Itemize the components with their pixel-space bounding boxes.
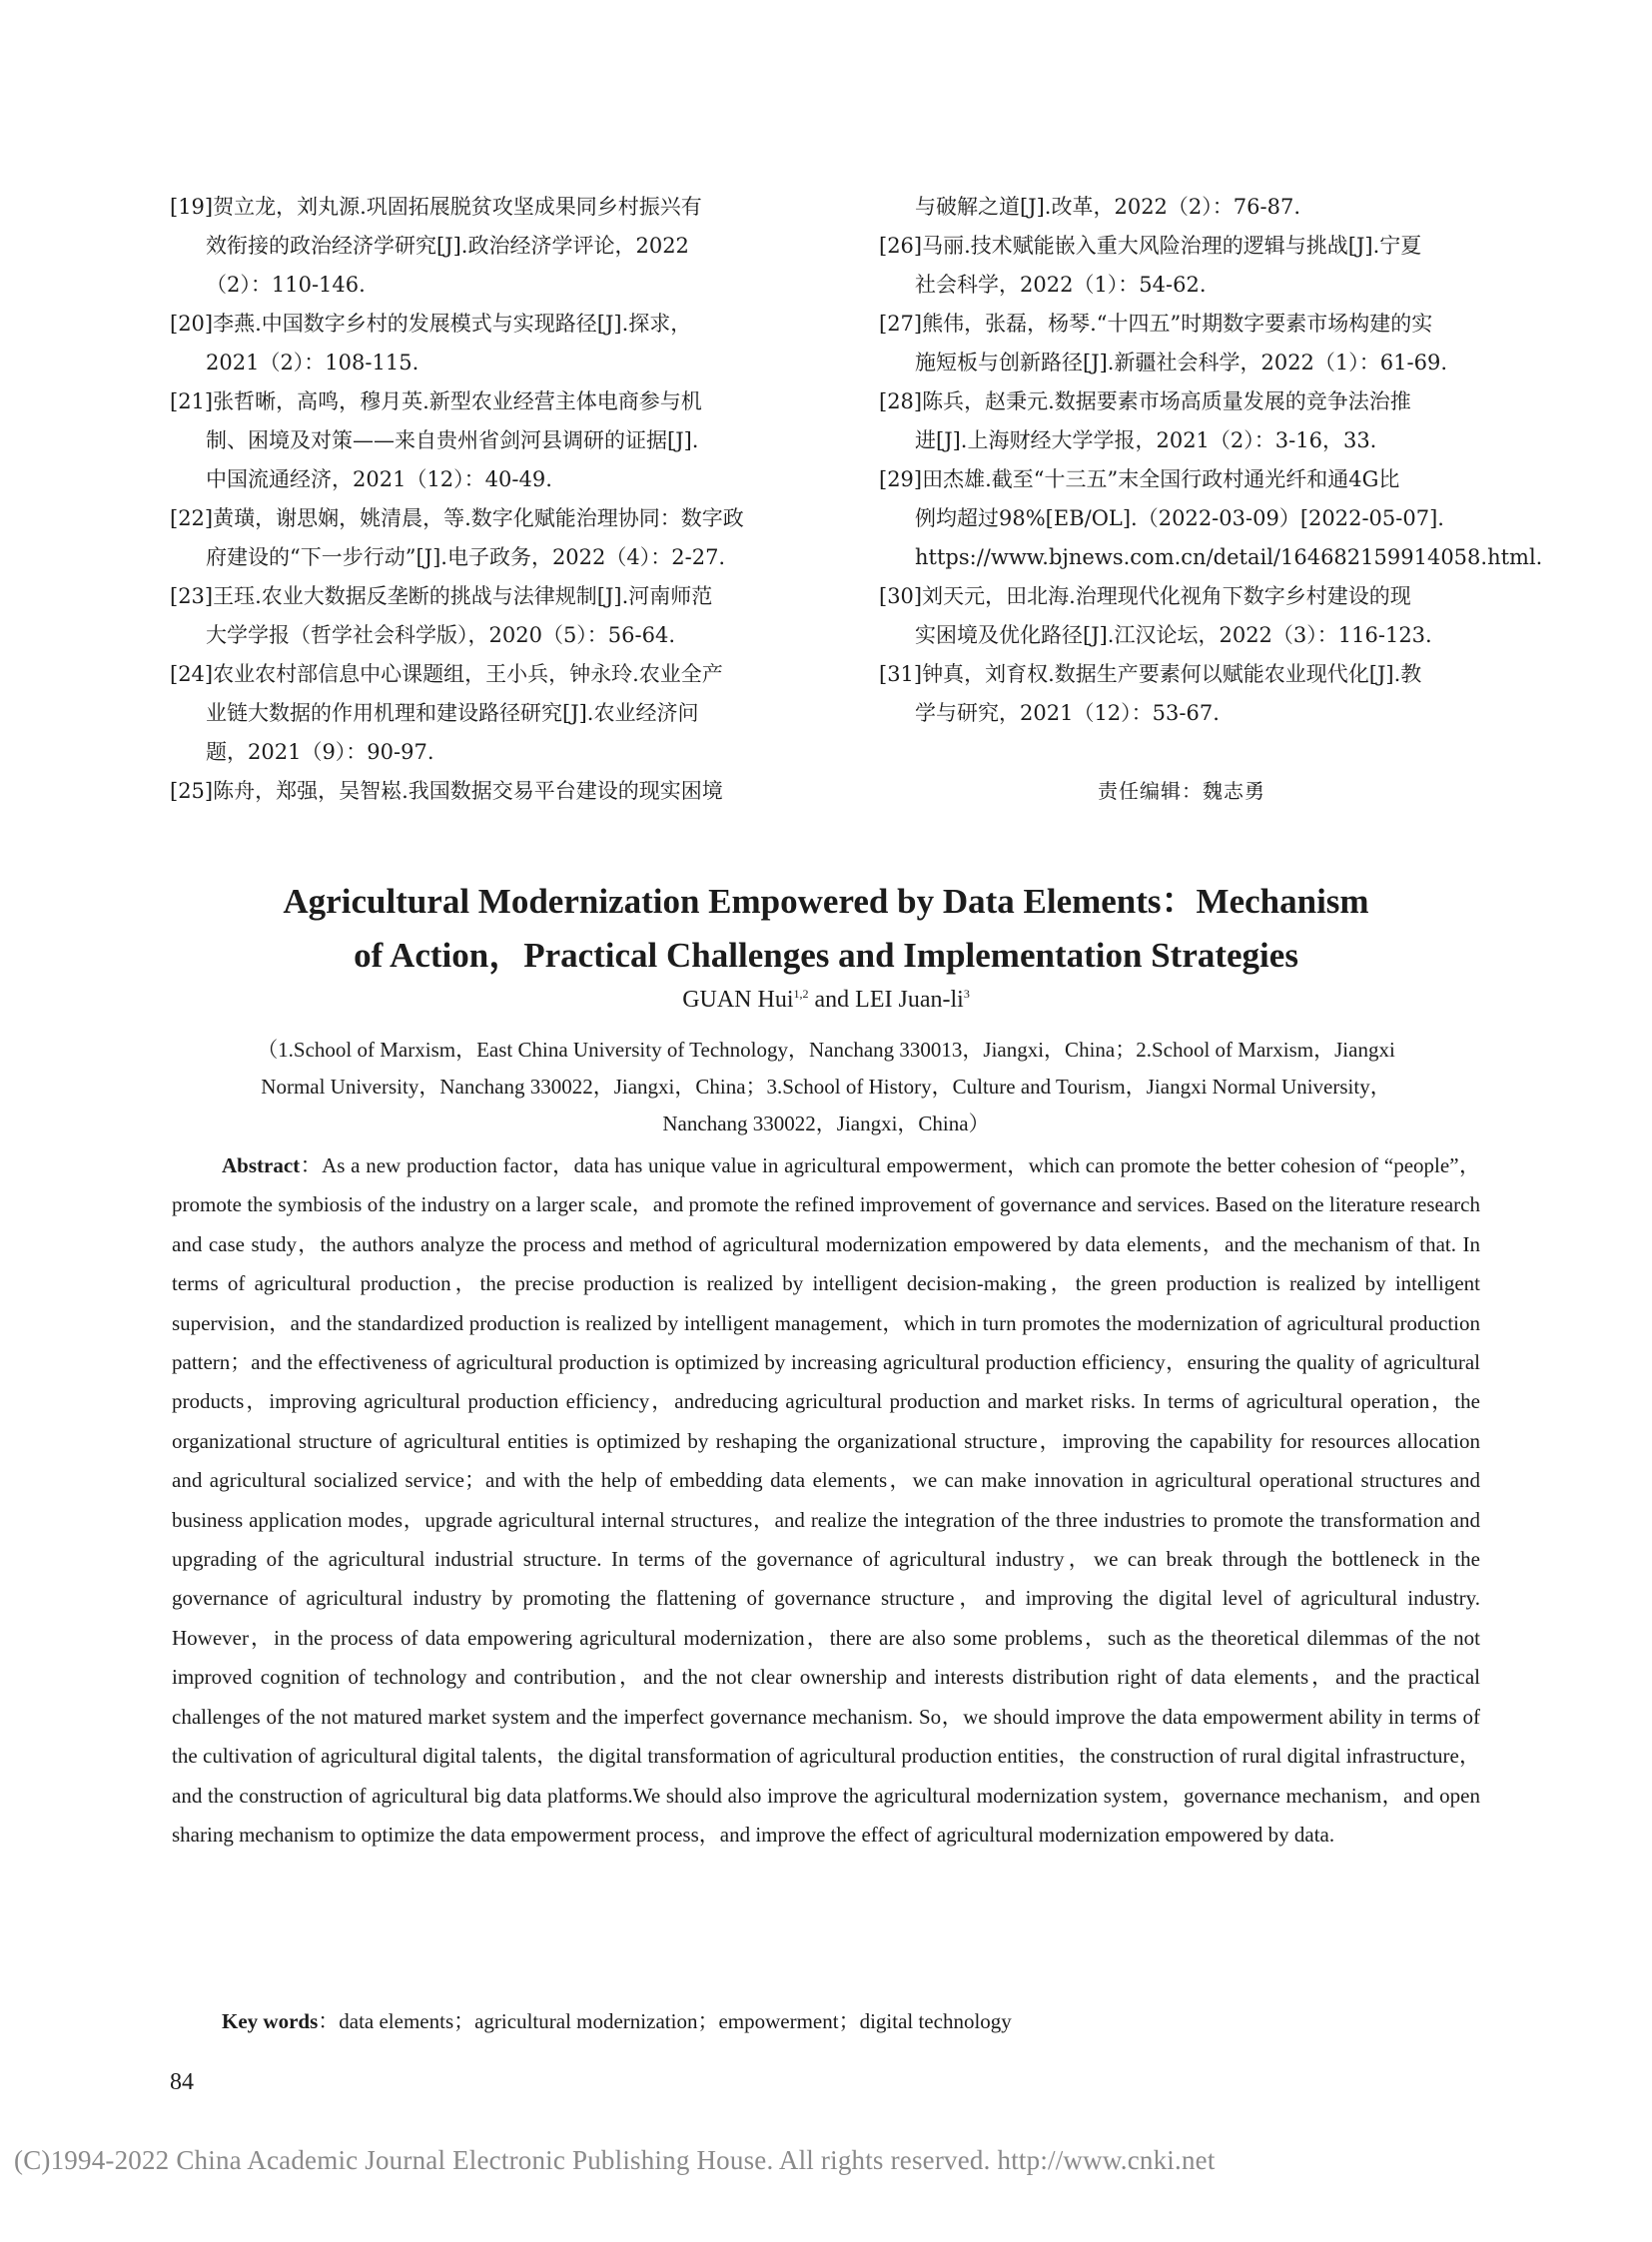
reference-line: （2）：110-146. xyxy=(206,273,366,297)
reference-entry: [20]李燕.中国数字乡村的发展模式与实现路径[J].探求， xyxy=(170,312,692,336)
reference-line: 进[J].上海财经大学学报，2021（2）：3-16，33. xyxy=(915,428,1377,452)
author-1: GUAN Hui xyxy=(682,987,794,1013)
reference-entry: [28]陈兵，赵秉元.数据要素市场高质量发展的竞争法治推 xyxy=(879,389,1411,413)
author-2: LEI Juan-li xyxy=(855,987,964,1013)
abstract xyxy=(172,1146,1480,1855)
responsible-editor: 责任编辑：魏志勇 xyxy=(1098,779,1265,803)
keywords-label: Key words xyxy=(222,2009,319,2033)
title-line-2: of Action，Practical Challenges and Implementation Strategies xyxy=(354,936,1298,975)
reference-entry: [21]张哲晰，高鸣，穆月英.新型农业经营主体电商参与机 xyxy=(170,389,702,413)
copyright-footer: (C)1994-2022 China Academic Journal Electronic Publishing House. All rights reserved. http://www.cnki.net xyxy=(14,2145,1216,2175)
english-title xyxy=(120,875,1532,983)
page-number: 84 xyxy=(170,2069,194,2095)
reference-line: 2021（2）：108-115. xyxy=(206,351,419,374)
reference-entry: [27]熊伟，张磊，杨琴.“十四五”时期数字要素市场构建的实 xyxy=(879,312,1433,336)
reference-entry: [31]钟真，刘育权.数据生产要素何以赋能农业现代化[J].教 xyxy=(879,662,1422,686)
reference-entry: [29]田杰雄.截至“十三五”末全国行政村通光纤和通4G比 xyxy=(879,467,1400,491)
affiliation-line: （1.School of Marxism，East China University of Technology，Nanchang 330013，Jiangxi，China；2.School of Marxism，Jiangxi xyxy=(257,1038,1395,1062)
reference-entry: [19]贺立龙，刘丸源.巩固拓展脱贫攻坚成果同乡村振兴有 xyxy=(170,195,702,219)
reference-entry: [25]陈舟，郑强，吴智崧.我国数据交易平台建设的现实困境 xyxy=(170,779,723,803)
authors xyxy=(120,983,1532,1017)
affiliation-line: Nanchang 330022，Jiangxi，China） xyxy=(662,1112,990,1135)
reference-entry: 与破解之道[J].改革，2022（2）：76-87. xyxy=(915,195,1300,219)
author-2-affil: 3 xyxy=(963,987,970,1001)
reference-line: 府建设的“下一步行动”[J].电子政务，2022（4）：2-27. xyxy=(206,545,726,569)
references-left-column xyxy=(170,188,799,811)
reference-entry: [26]马丽.技术赋能嵌入重大风险治理的逻辑与挑战[J].宁夏 xyxy=(879,234,1422,258)
reference-line: 效衔接的政治经济学研究[J].政治经济学评论，2022 xyxy=(206,234,689,258)
reference-line: 社会科学，2022（1）：54-62. xyxy=(915,273,1207,297)
keywords xyxy=(172,2002,1480,2041)
reference-line: 施短板与创新路径[J].新疆社会科学，2022（1）：61-69. xyxy=(915,351,1447,374)
author-1-affil: 1,2 xyxy=(793,987,809,1001)
reference-line: 中国流通经济，2021（12）：40-49. xyxy=(206,467,552,491)
keywords-text: ：data elements；agricultural modernization；empowerment；digital technology xyxy=(318,2009,1012,2033)
title-line-1: Agricultural Modernization Empowered by Data Elements：Mechanism xyxy=(283,882,1369,921)
reference-line: 学与研究，2021（12）：53-67. xyxy=(915,701,1220,725)
reference-entry: [23]王珏.农业大数据反垄断的挑战与法律规制[J].河南师范 xyxy=(170,584,713,608)
abstract-text: ：As a new production factor，data has unique value in agricultural empowerment，which can promote the better cohesion of “people”，promote the symbiosis of the industry on a larger scale，and promote the refined improvement of governance and services. Based on the literature research and case study，the authors analyze the process and method of agricultural modernization empowered by data elements，and the mechanism of that. In terms of agricultural production，the precise production is realized by intelligent decision-making，the green production is realized by intelligent supervision，and the standardized production is realized by intelligent management，which in turn promotes the modernization of agricultural production pattern；and the effectiveness of agricultural production is optimized by increasing agricultural production efficiency，ensuring the quality of agricultural products，improving agricultural production efficiency，andreducing agricultural production and market risks. In terms of agricultural operation，the organizational structure of agricultural entities is optimized by reshaping the organizational structure，improving the capability for resources allocation and agricultural socialized service；and with the help of embedding data elements，we can make innovation in agricultural operational structures and business application modes，upgrade agricultural internal structures，and realize the integration of the three industries to promote the transformation and upgrading of the agricultural industrial structure. In terms of the governance of agricultural industry，we can break through the bottleneck in the governance of agricultural industry by promoting the flattening of governance structure，and improving the digital level of agricultural industry. However，in the process of data empowering agricultural modernization，there are also some problems，such as the theoretical dilemmas of the not improved cognition of technology and contribution，and the not clear ownership and interests distribution right of data elements，and the practical challenges of the not matured market system and the imperfect governance mechanism. So，we should improve the data empowerment ability in terms of the cultivation of agricultural digital talents，the digital transformation of agricultural production entities，the construction of rural digital infrastructure，and the construction of agricultural big data platforms.We should also improve the agricultural modernization system，governance mechanism，and open sharing mechanism to optimize the data empowerment process，and improve the effect of agricultural modernization empowered by data. xyxy=(172,1153,1480,1847)
references-right-column xyxy=(879,188,1543,733)
abstract-label: Abstract xyxy=(222,1153,301,1177)
affiliation-line: Normal University，Nanchang 330022，Jiangxi，China；3.School of History，Culture and Tourism，Jiangxi Normal University， xyxy=(261,1075,1391,1099)
author-and: and xyxy=(808,987,856,1013)
reference-entry: [22]黄璜，谢思娴，姚清晨，等.数字化赋能治理协同：数字政 xyxy=(170,506,744,530)
reference-line: 例均超过98%[EB/OL].（2022-03-09）[2022-05-07]. xyxy=(915,506,1444,530)
affiliations xyxy=(172,1032,1480,1142)
reference-line: 业链大数据的作用机理和建设路径研究[J].农业经济问 xyxy=(206,701,699,725)
reference-line: 实困境及优化路径[J].江汉论坛，2022（3）：116-123. xyxy=(915,623,1432,647)
reference-entry: [24]农业农村部信息中心课题组，王小兵，钟永玲.农业全产 xyxy=(170,662,723,686)
reference-line: 题，2021（9）：90-97. xyxy=(206,740,434,764)
reference-entry: [30]刘天元，田北海.治理现代化视角下数字乡村建设的现 xyxy=(879,584,1411,608)
reference-line: 制、困境及对策——来自贵州省剑河县调研的证据[J]. xyxy=(206,428,699,452)
reference-line: https://www.bjnews.com.cn/detail/164682159914058.html. xyxy=(915,545,1543,569)
reference-line: 大学学报（哲学社会科学版），2020（5）：56-64. xyxy=(206,623,676,647)
